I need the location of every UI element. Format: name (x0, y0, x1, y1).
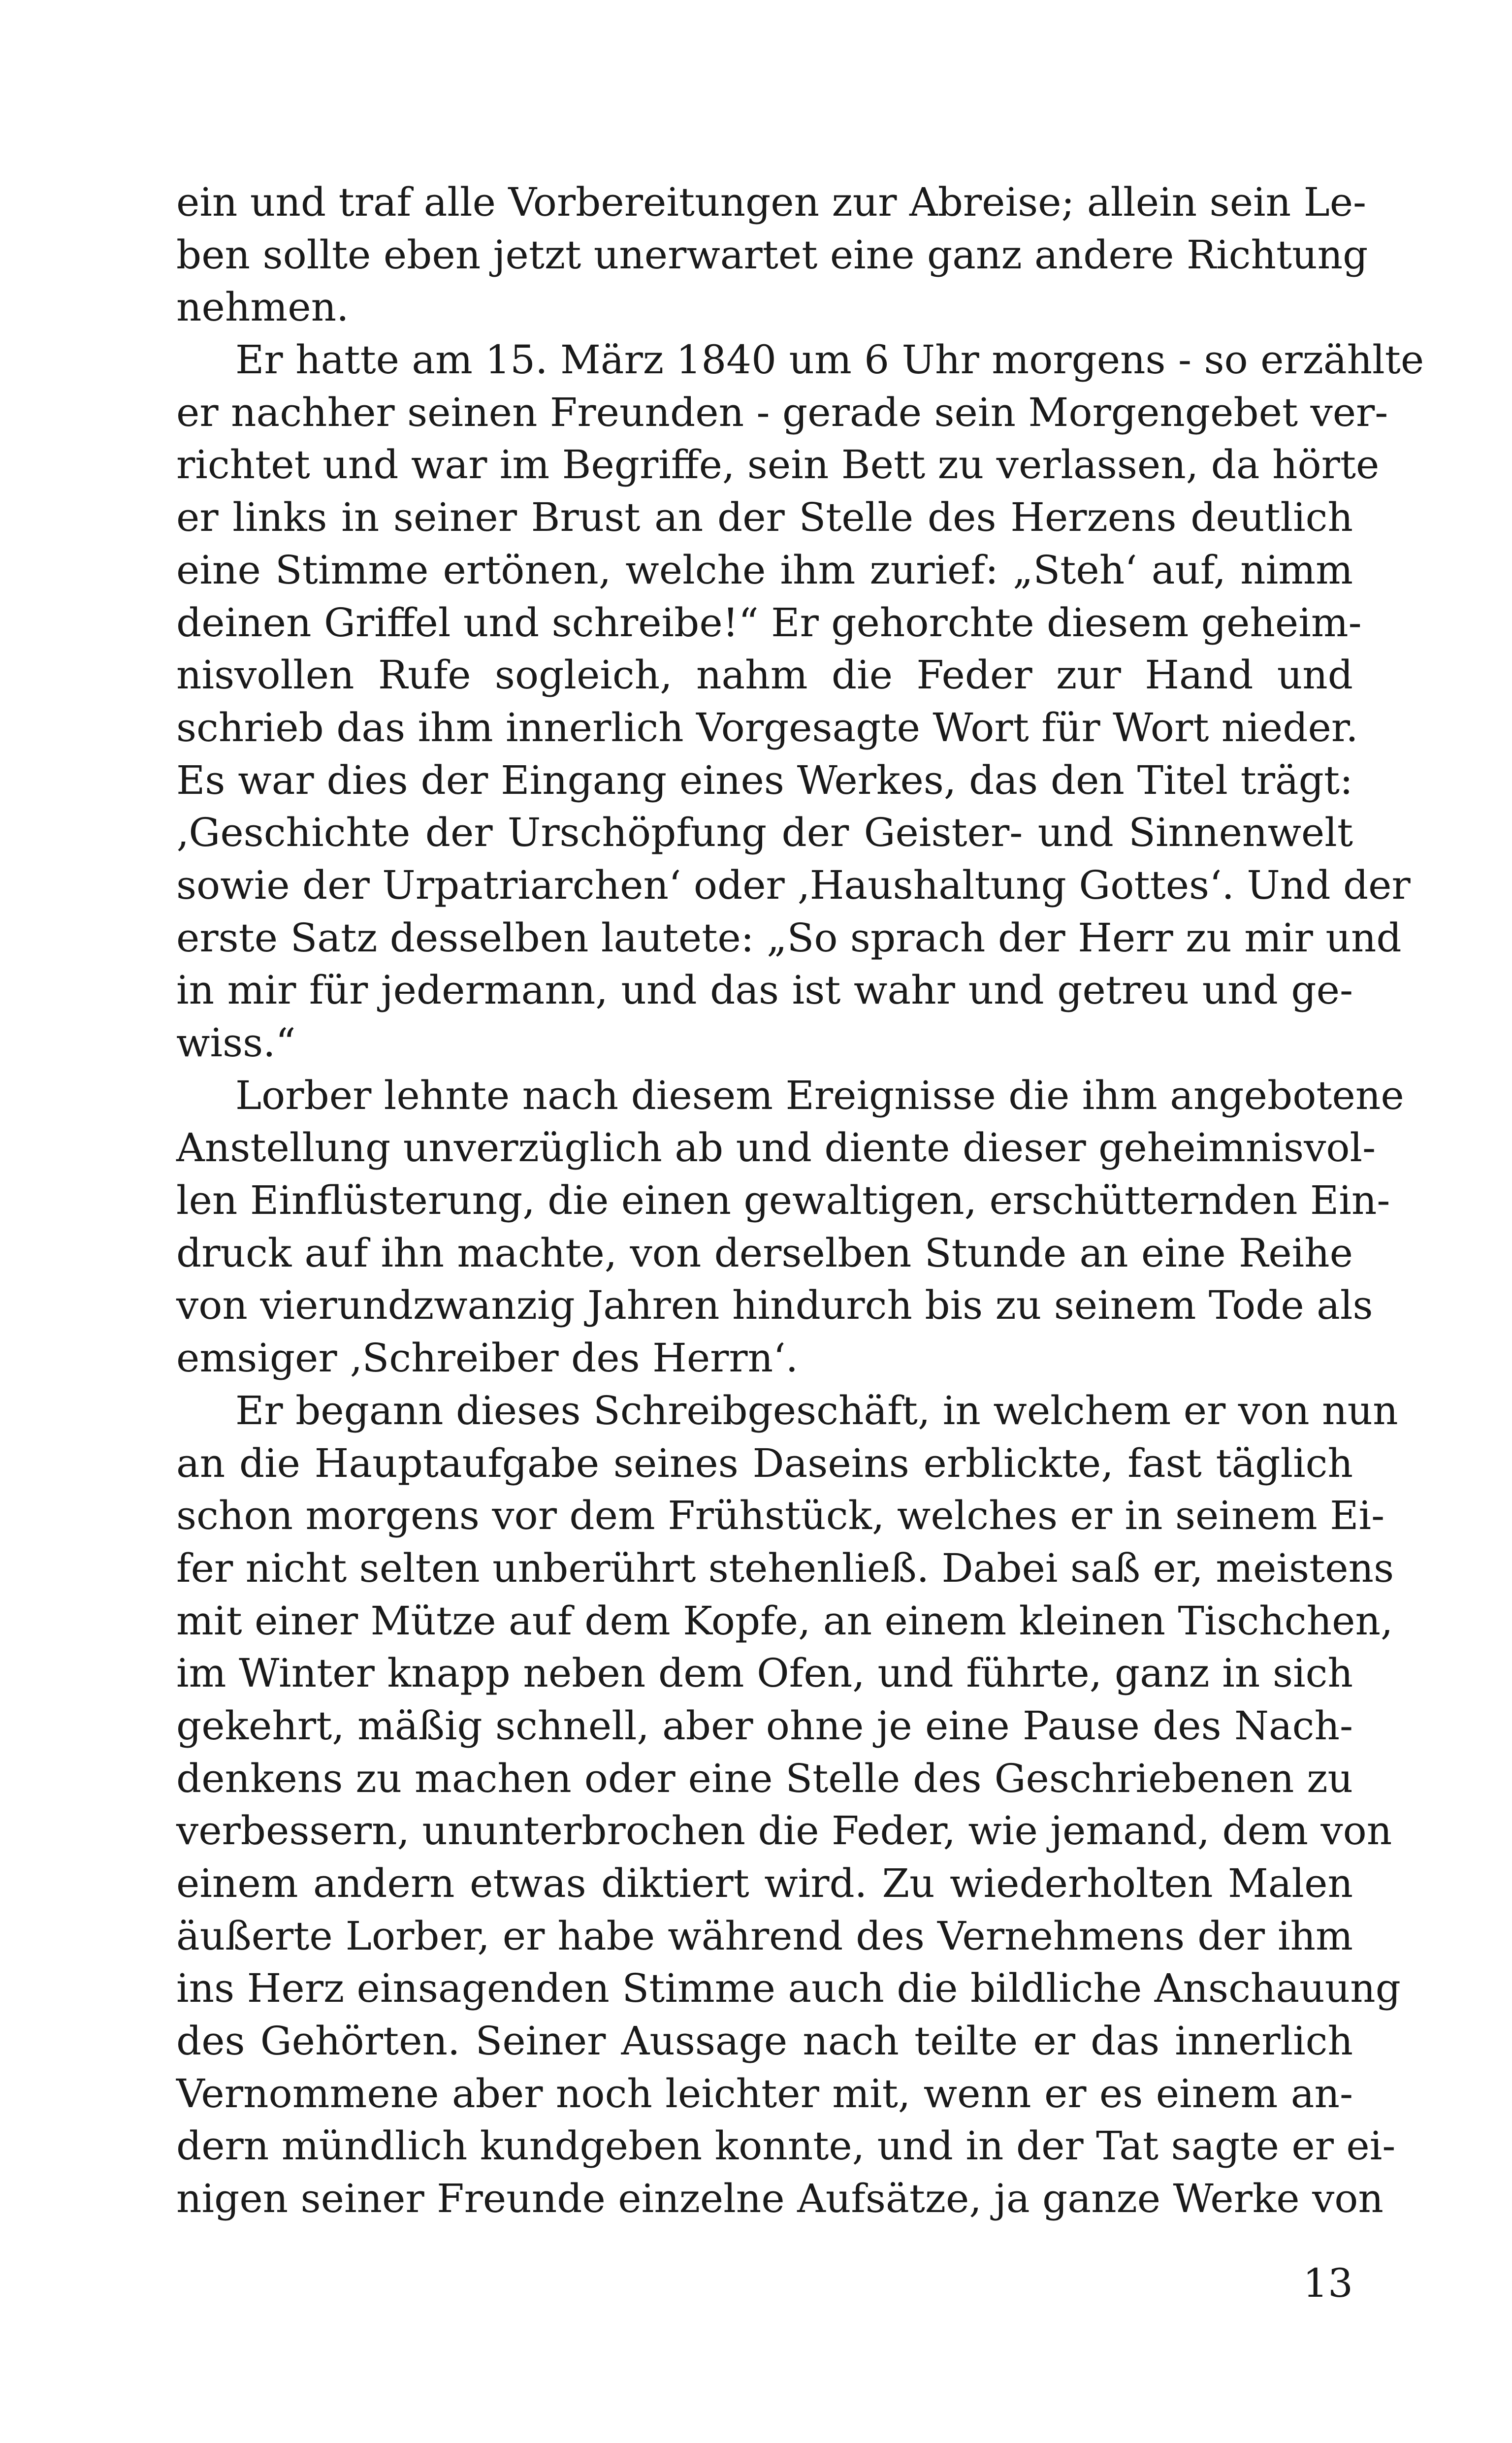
text-line: nisvollen Rufe sogleich, nahm die Feder zur Hand und (176, 652, 1353, 698)
text-line: an die Hauptaufgabe seines Daseins erblickte, fast täglich (176, 1440, 1353, 1486)
text-line: schon morgens vor dem Frühstück, welches er in seinem Ei- (176, 1493, 1385, 1539)
text-line: sowie der Urpatriarchen‘ oder ‚Haushaltung Gottes‘. Und der (176, 862, 1411, 908)
text-line: eine Stimme ertönen, welche ihm zurief: „Steh‘ auf, nimm (176, 547, 1353, 593)
text-line: deinen Griffel und schreibe!“ Er gehorchte diesem geheim- (176, 599, 1362, 646)
text-line: len Einflüsterung, die einen gewaltigen, erschütternden Ein- (176, 1177, 1390, 1224)
text-line: nehmen. (176, 284, 349, 330)
paragraph-first-line: Er hatte am 15. März 1840 um 6 Uhr morgens - so erzählte (235, 337, 1424, 383)
text-line: Vernommene aber noch leichter mit, wenn er es einem an- (176, 2070, 1353, 2117)
text-line: Anstellung unverzüglich ab und diente dieser geheimnisvol- (176, 1125, 1376, 1171)
text-line: mit einer Mütze auf dem Kopfe, an einem kleinen Tischchen, (176, 1597, 1393, 1644)
paragraph-first-line: Lorber lehnte nach diesem Ereignisse die ihm angebotene (235, 1072, 1404, 1118)
text-line: ‚Geschichte der Urschöpfung der Geister- und Sinnenwelt (176, 810, 1353, 856)
text-line: druck auf ihn machte, von derselben Stunde an eine Reihe (176, 1230, 1353, 1276)
text-line: emsiger ‚Schreiber des Herrn‘. (176, 1335, 799, 1381)
text-line: wiss.“ (176, 1020, 296, 1066)
text-line: ein und traf alle Vorbereitungen zur Abreise; allein sein Le- (176, 179, 1367, 225)
page-number: 13 (1303, 2260, 1353, 2306)
text-line: ben sollte eben jetzt unerwartet eine ganz andere Richtung (176, 231, 1368, 278)
text-line: gekehrt, mäßig schnell, aber ohne je eine Pause des Nach- (176, 1702, 1353, 1749)
text-line: des Gehörten. Seiner Aussage nach teilte er das innerlich (176, 2018, 1353, 2064)
text-line: richtet und war im Begriffe, sein Bett zu verlassen, da hörte (176, 442, 1380, 488)
text-line: äußerte Lorber, er habe während des Vernehmens der ihm (176, 1913, 1353, 1959)
text-line: er links in seiner Brust an der Stelle des Herzens deutlich (176, 494, 1353, 541)
text-line: denkens zu machen oder eine Stelle des Geschriebenen zu (176, 1755, 1353, 1801)
text-line: dern mündlich kundgeben konnte, und in der Tat sagte er ei- (176, 2123, 1396, 2169)
text-line: Es war dies der Eingang eines Werkes, das den Titel trägt: (176, 757, 1353, 803)
text-line: einem andern etwas diktiert wird. Zu wiederholten Malen (176, 1860, 1353, 1906)
text-line: schrieb das ihm innerlich Vorgesagte Wort für Wort nieder. (176, 704, 1358, 750)
text-line: nigen seiner Freunde einzelne Aufsätze, ja ganze Werke von (176, 2176, 1383, 2222)
text-line: in mir für jedermann, und das ist wahr und getreu und ge- (176, 967, 1353, 1013)
text-line: er nachher seinen Freunden - gerade sein Morgengebet ver- (176, 389, 1388, 435)
text-line: fer nicht selten unberührt stehenließ. Dabei saß er, meistens (176, 1545, 1394, 1591)
text-line: verbessern, ununterbrochen die Feder, wie jemand, dem von (176, 1808, 1392, 1854)
paragraph-first-line: Er begann dieses Schreibgeschäft, in welchem er von nun (235, 1387, 1398, 1433)
text-line: von vierundzwanzig Jahren hindurch bis zu seinem Tode als (176, 1282, 1373, 1329)
body-text (176, 176, 1424, 2225)
text-line: erste Satz desselben lautete: „So sprach der Herr zu mir und (176, 914, 1402, 961)
text-line: ins Herz einsagenden Stimme auch die bildliche Anschauung (176, 1965, 1401, 2012)
text-line: im Winter knapp neben dem Ofen, und führte, ganz in sich (176, 1650, 1353, 1696)
